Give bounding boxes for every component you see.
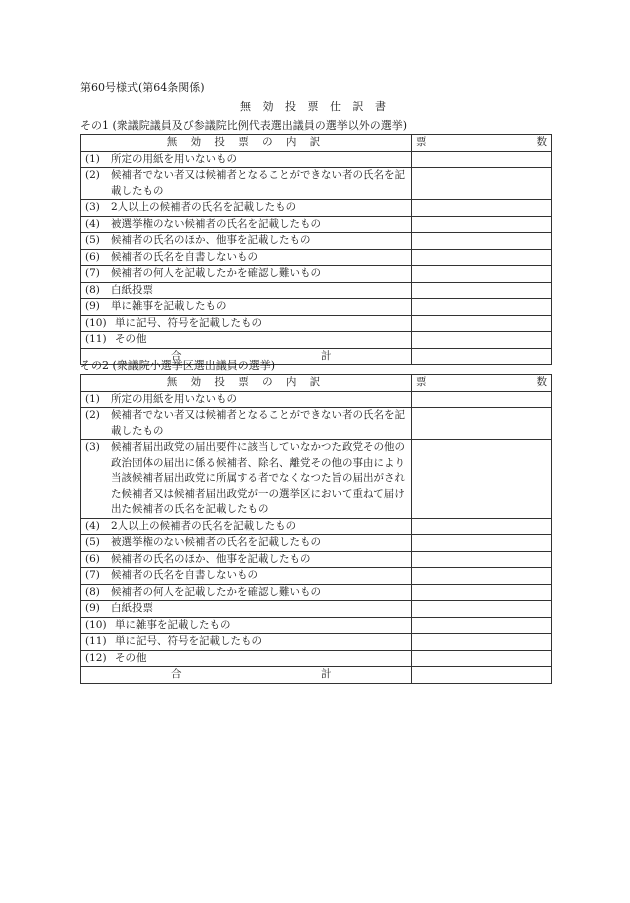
table-row (81, 568, 552, 585)
row-count-cell (412, 315, 552, 332)
row-text: 被選挙権のない候補者の氏名を記載したもの (111, 536, 321, 548)
row-content (81, 315, 412, 332)
row-text: その他 (115, 333, 147, 345)
row-number: (7) (85, 267, 100, 279)
header-count-b: 数 (536, 376, 547, 388)
row-text: 単に雑事を記載したもの (111, 300, 227, 312)
row-count-cell (412, 266, 552, 283)
row-text: 所定の用紙を用いないもの (111, 392, 237, 405)
row-number: (3) (85, 441, 100, 453)
row-number: (10) (85, 316, 107, 329)
row-count-cell (412, 249, 552, 266)
table-row (81, 249, 552, 266)
table-row (81, 315, 552, 332)
row-count-cell (412, 617, 552, 634)
row-number: (5) (85, 536, 100, 548)
table-row (81, 617, 552, 634)
total-label-a: 合 (171, 668, 182, 680)
header-count-a: 票 (416, 376, 427, 388)
row-count-cell (412, 535, 552, 552)
row-content (81, 299, 412, 316)
table-row (81, 332, 552, 349)
row-text: 候補者の何人を記載したかを確認し難いもの (111, 267, 321, 279)
row-count-cell (412, 634, 552, 651)
total-label (81, 667, 412, 684)
table-row (81, 151, 552, 168)
header-count (412, 135, 552, 152)
table-row (81, 299, 552, 316)
row-number: (8) (85, 283, 100, 296)
total-label-a: 合 (171, 349, 182, 362)
row-content (81, 634, 412, 651)
row-text: 被選挙権のない候補者の氏名を記載したもの (111, 217, 321, 230)
section1-table (80, 134, 552, 365)
row-content (81, 282, 412, 299)
row-content (81, 584, 412, 601)
row-count-cell (412, 440, 552, 519)
table-row (81, 650, 552, 667)
row-count-cell (412, 332, 552, 349)
table-row (81, 282, 552, 299)
table-row (81, 266, 552, 283)
row-number: (10) (85, 618, 107, 631)
table-row (81, 551, 552, 568)
document-title: 無 効 投 票 仕 訳 書 (240, 100, 390, 113)
row-text: 候補者の氏名のほか、他事を記載したもの (111, 234, 311, 246)
row-count-cell (412, 584, 552, 601)
row-number: (1) (85, 152, 100, 165)
row-number: (9) (85, 602, 100, 614)
row-text: 2人以上の候補者の氏名を記載したもの (111, 519, 297, 532)
row-text: 白紙投票 (111, 283, 153, 296)
row-content (81, 568, 412, 585)
row-count-cell (412, 299, 552, 316)
header-content: 無 効 投 票 の 内 訳 (81, 135, 412, 152)
table-row (81, 200, 552, 217)
row-number: (4) (85, 217, 100, 230)
row-text: 候補者でない者又は候補者となることができない者の氏名を記載したもの (111, 169, 405, 197)
row-count-cell (412, 282, 552, 299)
row-content (81, 266, 412, 283)
table-row (81, 535, 552, 552)
row-number: (6) (85, 552, 100, 565)
row-text: 候補者の氏名を自書しないもの (111, 250, 258, 263)
row-count-cell (412, 168, 552, 200)
row-count-cell (412, 200, 552, 217)
row-text: 候補者でない者又は候補者となることができない者の氏名を記載したもの (111, 409, 405, 437)
row-content (81, 249, 412, 266)
row-number: (12) (85, 651, 107, 664)
row-number: (2) (85, 169, 100, 181)
row-content (81, 551, 412, 568)
section2-table (80, 374, 552, 684)
header-content: 無 効 投 票 の 内 訳 (81, 375, 412, 392)
row-content (81, 391, 412, 408)
row-count-cell (412, 391, 552, 408)
row-count-cell (412, 650, 552, 667)
table-row (81, 408, 552, 440)
row-count-cell (412, 408, 552, 440)
row-count-cell (412, 601, 552, 618)
row-number: (11) (85, 333, 107, 345)
row-content (81, 151, 412, 168)
total-count-cell (412, 667, 552, 684)
row-text: 2人以上の候補者の氏名を記載したもの (111, 201, 297, 213)
row-content (81, 535, 412, 552)
row-text: 白紙投票 (111, 602, 153, 614)
section1-label: その1 (衆議院議員及び参議院比例代表選出議員の選挙以外の選挙) (80, 119, 408, 132)
row-content (81, 332, 412, 349)
table-row (81, 440, 552, 519)
table-header-row (81, 135, 552, 152)
row-content (81, 601, 412, 618)
form-number: 第60号様式(第64条関係) (80, 81, 205, 94)
row-number: (9) (85, 300, 100, 312)
row-content (81, 408, 412, 440)
section1-rows (81, 151, 552, 348)
total-label-b: 計 (321, 668, 332, 680)
row-content (81, 650, 412, 667)
table-row (81, 233, 552, 250)
section2-rows (81, 391, 552, 667)
row-text: 単に記号、符号を記載したもの (115, 316, 262, 329)
section2-label: その2 (衆議院小選挙区選出議員の選挙) (80, 359, 276, 372)
row-text: 所定の用紙を用いないもの (111, 152, 237, 165)
row-text: 候補者の何人を記載したかを確認し難いもの (111, 585, 321, 598)
row-content (81, 518, 412, 535)
row-text: 単に記号、符号を記載したもの (115, 635, 262, 647)
row-content (81, 168, 412, 200)
row-text: 候補者の氏名を自書しないもの (111, 569, 258, 581)
table-total-row (81, 667, 552, 684)
row-text: その他 (115, 651, 147, 664)
row-count-cell (412, 551, 552, 568)
table-row (81, 216, 552, 233)
table-row (81, 168, 552, 200)
table-row (81, 601, 552, 618)
header-count-b: 数 (536, 136, 547, 148)
row-content (81, 617, 412, 634)
row-number: (4) (85, 519, 100, 532)
row-text: 候補者届出政党の届出要件に該当していなかつた政党その他の政治団体の届出に係る候補者、除名、離党その他の事由により当該候補者届出政党に所属する者でなくなつた旨の届出がされた候補者又は候補者届出政党が一の選挙区において重ねて届け出た候補者の氏名を記載したもの (111, 441, 405, 515)
row-text: 単に雑事を記載したもの (115, 618, 231, 631)
table-row (81, 391, 552, 408)
row-number: (11) (85, 635, 107, 647)
row-number: (2) (85, 409, 100, 421)
row-number: (5) (85, 234, 100, 246)
row-count-cell (412, 151, 552, 168)
row-count-cell (412, 518, 552, 535)
total-label-b: 計 (321, 349, 332, 362)
row-number: (8) (85, 585, 100, 598)
row-number: (7) (85, 569, 100, 581)
table-header-row (81, 375, 552, 392)
row-content (81, 216, 412, 233)
row-count-cell (412, 233, 552, 250)
header-count-a: 票 (416, 136, 427, 148)
row-text: 候補者の氏名のほか、他事を記載したもの (111, 552, 311, 565)
total-count-cell (412, 348, 552, 365)
table-row (81, 634, 552, 651)
row-count-cell (412, 216, 552, 233)
row-content (81, 440, 412, 519)
table-row (81, 584, 552, 601)
row-content (81, 233, 412, 250)
table-row (81, 518, 552, 535)
row-number: (6) (85, 250, 100, 263)
row-content (81, 200, 412, 217)
header-count (412, 375, 552, 392)
row-count-cell (412, 568, 552, 585)
row-number: (3) (85, 201, 100, 213)
row-number: (1) (85, 392, 100, 405)
